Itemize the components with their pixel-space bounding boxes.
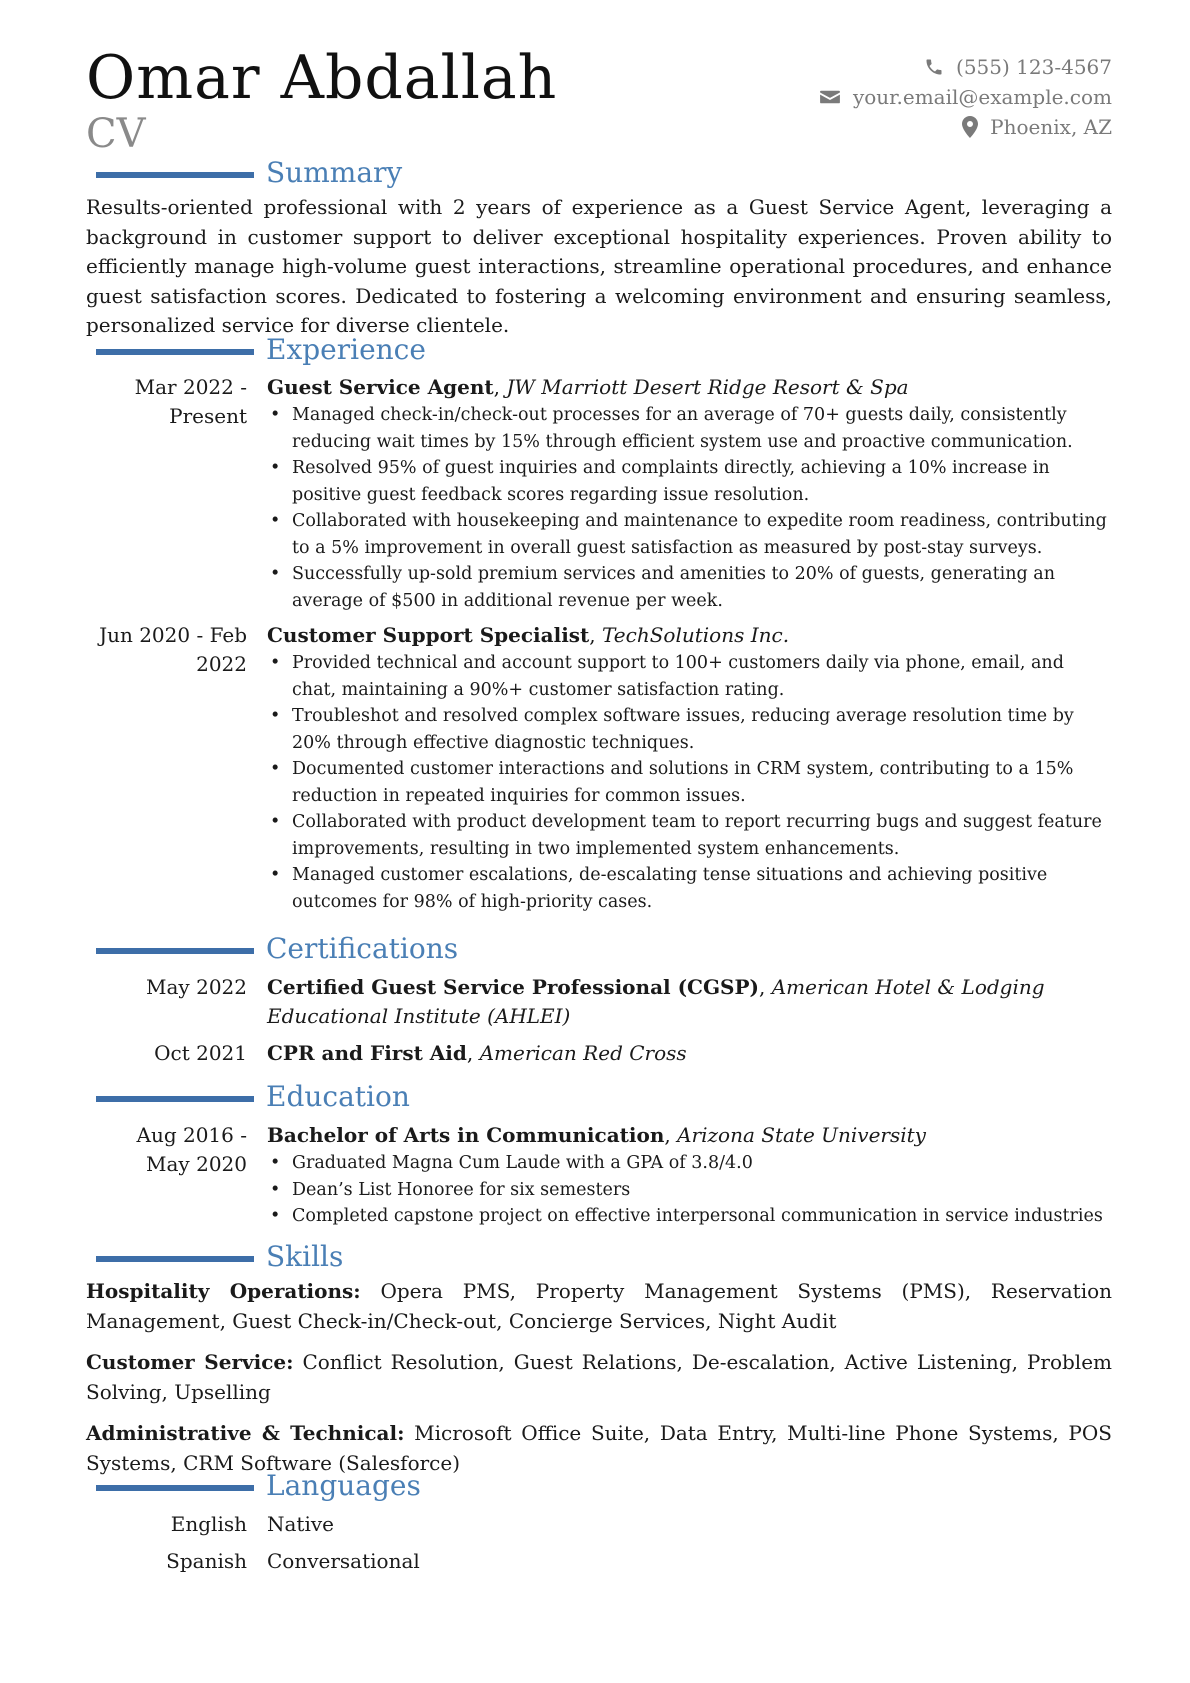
section-summary [86, 155, 1112, 341]
map-pin-icon [962, 116, 978, 138]
phone-number: (555) 123-4567 [956, 55, 1112, 79]
job-organization: TechSolutions Inc. [602, 623, 790, 647]
language-name: Spanish [166, 1549, 247, 1573]
certification-issuer: American Red Cross [479, 1041, 687, 1065]
skill-group-items: Microsoft Office Suite, Data Entry, Multi-line Phone Systems, POS Systems, CRM Software (Salesforce) [86, 1421, 1112, 1475]
school-name: Arizona State University [677, 1123, 926, 1147]
entry-title: Bachelor of Arts in Communication, Arizona State University [267, 1123, 926, 1147]
language-row [86, 1547, 1112, 1584]
contact-block [819, 52, 1112, 142]
certification-entry [86, 973, 1112, 1031]
section-rule [96, 172, 254, 178]
certification-issuer: American Hotel & Lodging Educational Institute (AHLEI) [267, 975, 1045, 1028]
certification-name: Certified Guest Service Professional (CGSP) [267, 975, 759, 999]
language-level: Conversational [267, 1549, 420, 1573]
skill-group [86, 1277, 1112, 1336]
date-end: Present [169, 404, 247, 428]
date-end: 2022 [196, 652, 247, 676]
section-title: Summary [266, 156, 403, 189]
section-rule [96, 1485, 254, 1491]
section-rule [96, 1256, 254, 1262]
section-title: Certifications [266, 932, 459, 965]
entry-date [86, 1121, 247, 1179]
bullet-list [267, 650, 1112, 915]
language-row [86, 1510, 1112, 1547]
document-subtitle: CV [86, 111, 146, 157]
bullet-list [267, 1150, 1112, 1230]
skill-group [86, 1348, 1112, 1407]
section-header [86, 931, 1112, 967]
candidate-name: Omar Abdallah [86, 43, 558, 113]
contact-email[interactable] [819, 82, 1112, 112]
education-entry [86, 1121, 1112, 1230]
list-item: • Successfully up-sold premium services and amenities to 20% of guests, generating an average of $500 in additional revenue per week. [292, 561, 1112, 614]
date-start: Mar 2022 - [134, 375, 247, 399]
list-item: • Resolved 95% of guest inquiries and complaints directly, achieving a 10% increase in positive guest feedback scores regarding issue resolution. [292, 455, 1112, 508]
list-item: • Dean’s List Honoree for six semesters [292, 1177, 1112, 1204]
job-organization: JW Marriott Desert Ridge Resort & Spa [506, 375, 909, 399]
section-title: Experience [266, 333, 426, 366]
contact-location [819, 112, 1112, 142]
section-header [86, 1079, 1112, 1115]
skill-group-items: Opera PMS, Property Management Systems (PMS), Reservation Management, Guest Check-in/Check-out, Concierge Services, Night Audit [86, 1279, 1113, 1333]
contact-phone[interactable] [819, 52, 1112, 82]
experience-entry [86, 621, 1112, 915]
section-skills [86, 1239, 1112, 1490]
section-header [86, 155, 1112, 191]
bullet-list [267, 402, 1112, 614]
certification-name: CPR and First Aid [267, 1041, 467, 1065]
entry-date [86, 621, 247, 679]
phone-icon [924, 57, 944, 77]
skill-group-label: Hospitality Operations: [86, 1279, 361, 1303]
section-title: Education [266, 1080, 410, 1113]
list-item: • Collaborated with product development team to report recurring bugs and suggest feature improvements, resulting in two implemented system enhancements. [292, 809, 1112, 862]
date-end: May 2020 [146, 1152, 247, 1176]
email-address: your.email@example.com [852, 85, 1112, 109]
section-header [86, 1239, 1112, 1275]
list-item: • Managed check-in/check-out processes for an average of 70+ guests daily, consistently reducing wait times by 15% through efficient system use and proactive communication. [292, 402, 1112, 455]
skill-group-items: Conflict Resolution, Guest Relations, De-escalation, Active Listening, Problem Solving, Upselling [86, 1350, 1112, 1404]
experience-entry [86, 373, 1112, 614]
date-start: Aug 2016 - [136, 1123, 247, 1147]
section-languages [86, 1468, 1112, 1584]
section-certifications [86, 931, 1112, 1068]
section-experience [86, 332, 1112, 915]
job-role: Guest Service Agent [267, 375, 494, 399]
skill-group-label: Customer Service: [86, 1350, 294, 1374]
languages-list [86, 1510, 1112, 1584]
skills-list [86, 1277, 1112, 1478]
list-item: • Completed capstone project on effective interpersonal communication in service industries [292, 1203, 1112, 1230]
list-item: • Collaborated with housekeeping and maintenance to expedite room readiness, contributing to a 5% improvement in overall guest satisfaction as measured by post-stay surveys. [292, 508, 1112, 561]
section-education [86, 1079, 1112, 1230]
section-header [86, 1468, 1112, 1504]
section-header [86, 332, 1112, 368]
entry-title: Customer Support Specialist, TechSolutions Inc. [267, 623, 790, 647]
list-item: • Graduated Magna Cum Laude with a GPA of 3.8/4.0 [292, 1150, 1112, 1177]
envelope-icon [819, 88, 841, 106]
list-item: • Documented customer interactions and solutions in CRM system, contributing to a 15% reduction in repeated inquiries for common issues. [292, 756, 1112, 809]
skill-group-label: Administrative & Technical: [86, 1421, 405, 1445]
job-role: Customer Support Specialist [267, 623, 590, 647]
date-start: Jun 2020 - Feb [99, 623, 247, 647]
section-rule [96, 349, 254, 355]
certification-entry [86, 1039, 1112, 1068]
entry-date [86, 373, 247, 431]
entry-title: Certified Guest Service Professional (CGSP), American Hotel & Lodging Educational Institute (AHLEI) [267, 975, 1045, 1028]
summary-text: Results-oriented professional with 2 years of experience as a Guest Service Agent, leveraging a background in customer support to deliver exceptional hospitality experiences. Proven ability to efficiently manage high-volume guest interactions, streamline operational procedures, and enhance guest satisfaction scores. Dedicated to fostering a welcoming environment and ensuring seamless, personalized service for diverse clientele. [86, 195, 1112, 337]
language-level: Native [267, 1512, 334, 1536]
list-item: • Provided technical and account support to 100+ customers daily via phone, email, and chat, maintaining a 90%+ customer satisfaction rating. [292, 650, 1112, 703]
entry-title: Guest Service Agent, JW Marriott Desert Ridge Resort & Spa [267, 375, 909, 399]
location-text: Phoenix, AZ [990, 115, 1112, 139]
entry-title: CPR and First Aid, American Red Cross [267, 1041, 687, 1065]
list-item: • Troubleshot and resolved complex software issues, reducing average resolution time by 20% through effective diagnostic techniques. [292, 703, 1112, 756]
entry-date: Oct 2021 [154, 1041, 247, 1065]
section-title: Skills [266, 1240, 344, 1273]
language-name: English [170, 1512, 247, 1536]
section-rule [96, 1096, 254, 1102]
section-title: Languages [266, 1469, 421, 1502]
entry-date: May 2022 [146, 975, 247, 999]
section-rule [96, 948, 254, 954]
degree-name: Bachelor of Arts in Communication [267, 1123, 665, 1147]
cv-page [86, 0, 1112, 1683]
list-item: • Managed customer escalations, de-escalating tense situations and achieving positive outcomes for 98% of high-priority cases. [292, 862, 1112, 915]
